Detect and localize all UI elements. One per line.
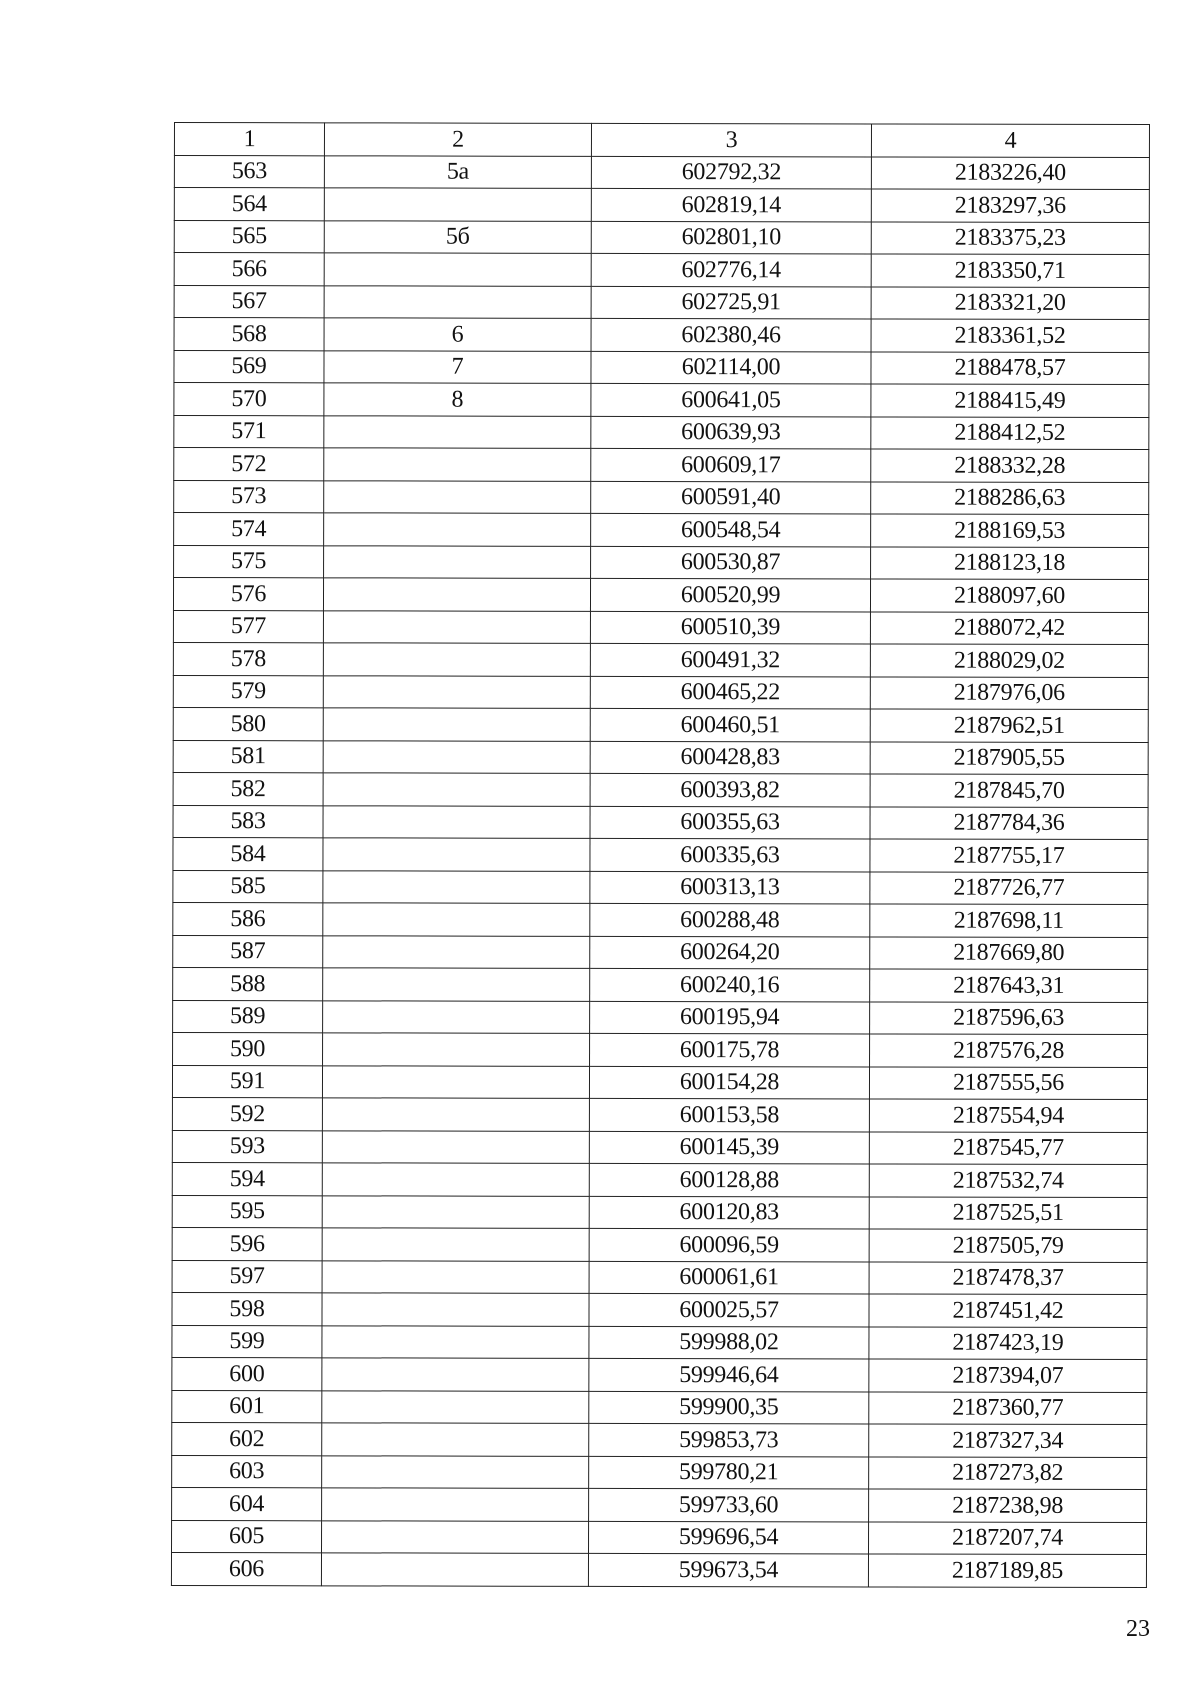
- table-row: [174, 318, 1149, 353]
- section-cell: [322, 1130, 589, 1163]
- section-cell: [323, 1033, 590, 1066]
- x-coordinate-cell: 600428,83: [590, 741, 870, 774]
- point-number-cell: 588: [173, 967, 323, 1000]
- y-coordinate-cell: 2183375,23: [871, 221, 1149, 254]
- table-row: [173, 837, 1148, 872]
- section-cell: [324, 253, 591, 286]
- point-number-cell: 573: [174, 480, 324, 513]
- x-coordinate-cell: 600096,59: [589, 1228, 869, 1261]
- section-cell: [324, 415, 591, 448]
- table-row: [173, 610, 1148, 645]
- y-coordinate-cell: 2188412,52: [871, 416, 1149, 449]
- section-cell: [322, 1098, 589, 1131]
- x-coordinate-cell: 600153,58: [589, 1098, 869, 1131]
- table-row: [173, 805, 1148, 840]
- header-row: [174, 123, 1149, 158]
- section-cell: [324, 188, 591, 221]
- table-row: [172, 1292, 1147, 1327]
- table-row: [174, 285, 1149, 320]
- point-number-cell: 601: [172, 1390, 322, 1423]
- y-coordinate-cell: 2187451,42: [869, 1294, 1147, 1327]
- y-coordinate-cell: 2188332,28: [871, 449, 1149, 482]
- x-coordinate-cell: 599988,02: [589, 1326, 869, 1359]
- point-number-cell: 567: [174, 285, 324, 318]
- x-coordinate-cell: 600548,54: [591, 513, 871, 546]
- y-coordinate-cell: 2187360,77: [869, 1391, 1147, 1424]
- point-number-cell: 596: [172, 1227, 322, 1260]
- y-coordinate-cell: 2188123,18: [871, 546, 1149, 579]
- section-cell: [323, 935, 590, 968]
- section-cell: [322, 1228, 589, 1261]
- section-cell: [323, 773, 590, 806]
- x-coordinate-cell: 600288,48: [590, 903, 870, 936]
- section-cell: [323, 740, 590, 773]
- section-cell: [323, 968, 590, 1001]
- x-coordinate-cell: 600145,39: [589, 1131, 869, 1164]
- x-coordinate-cell: 600120,83: [589, 1196, 869, 1229]
- y-coordinate-cell: 2187555,56: [869, 1066, 1147, 1099]
- x-coordinate-cell: 600393,82: [590, 773, 870, 806]
- x-coordinate-cell: 600175,78: [590, 1033, 870, 1066]
- table-row: [172, 1455, 1147, 1490]
- section-cell: 5а: [324, 155, 591, 188]
- section-cell: [324, 513, 591, 546]
- table-row: [173, 772, 1148, 807]
- point-number-cell: 606: [171, 1552, 321, 1585]
- point-number-cell: 572: [174, 448, 324, 481]
- point-number-cell: 593: [172, 1130, 322, 1163]
- section-cell: [322, 1423, 589, 1456]
- y-coordinate-cell: 2183297,36: [871, 189, 1149, 222]
- x-coordinate-cell: 600609,17: [591, 448, 871, 481]
- point-number-cell: 584: [173, 837, 323, 870]
- column-header-3: 3: [591, 123, 871, 156]
- section-cell: 6: [324, 318, 591, 351]
- point-number-cell: 604: [172, 1487, 322, 1520]
- point-number-cell: 599: [172, 1325, 322, 1358]
- table-row: [172, 1357, 1147, 1392]
- y-coordinate-cell: 2187845,70: [870, 774, 1148, 807]
- column-header-4: 4: [871, 124, 1149, 157]
- section-cell: [322, 1520, 589, 1553]
- y-coordinate-cell: 2187545,77: [869, 1131, 1147, 1164]
- table-row: [173, 902, 1148, 937]
- table-row: [173, 935, 1148, 970]
- table-row: [174, 188, 1149, 223]
- y-coordinate-cell: 2187273,82: [869, 1456, 1147, 1489]
- table-row: [174, 513, 1149, 548]
- table-row: [174, 480, 1149, 515]
- point-number-cell: 578: [173, 642, 323, 675]
- column-header-2: 2: [324, 123, 591, 156]
- table-row: [172, 1520, 1147, 1555]
- y-coordinate-cell: 2188169,53: [871, 514, 1149, 547]
- table-row: [172, 1195, 1147, 1230]
- section-cell: [324, 545, 591, 578]
- point-number-cell: 594: [172, 1162, 322, 1195]
- x-coordinate-cell: 599900,35: [589, 1391, 869, 1424]
- y-coordinate-cell: 2188029,02: [870, 644, 1148, 677]
- section-cell: [323, 805, 590, 838]
- point-number-cell: 571: [174, 415, 324, 448]
- x-coordinate-cell: 599673,54: [588, 1553, 868, 1586]
- table-row: [174, 415, 1149, 450]
- point-number-cell: 595: [172, 1195, 322, 1228]
- section-cell: [323, 578, 590, 611]
- x-coordinate-cell: 602801,10: [591, 221, 871, 254]
- y-coordinate-cell: 2187669,80: [870, 936, 1148, 969]
- y-coordinate-cell: 2183321,20: [871, 286, 1149, 319]
- section-cell: [323, 610, 590, 643]
- point-number-cell: 570: [174, 383, 324, 416]
- section-cell: [323, 675, 590, 708]
- table-row: [172, 1260, 1147, 1295]
- point-number-cell: 582: [173, 772, 323, 805]
- point-number-cell: 587: [173, 935, 323, 968]
- point-number-cell: 579: [173, 675, 323, 708]
- section-cell: [322, 1455, 589, 1488]
- point-number-cell: 581: [173, 740, 323, 773]
- y-coordinate-cell: 2187784,36: [870, 806, 1148, 839]
- x-coordinate-cell: 602792,32: [591, 156, 871, 189]
- section-cell: [322, 1195, 589, 1228]
- y-coordinate-cell: 2183226,40: [871, 156, 1149, 189]
- section-cell: [322, 1065, 589, 1098]
- x-coordinate-cell: 600639,93: [591, 416, 871, 449]
- x-coordinate-cell: 600061,61: [589, 1261, 869, 1294]
- y-coordinate-cell: 2188097,60: [870, 579, 1148, 612]
- y-coordinate-cell: 2183361,52: [871, 319, 1149, 352]
- y-coordinate-cell: 2187532,74: [869, 1164, 1147, 1197]
- y-coordinate-cell: 2187554,94: [869, 1099, 1147, 1132]
- point-number-cell: 597: [172, 1260, 322, 1293]
- table-row: [172, 1097, 1147, 1132]
- section-cell: 5б: [324, 220, 591, 253]
- y-coordinate-cell: 2187698,11: [870, 904, 1148, 937]
- x-coordinate-cell: 600264,20: [590, 936, 870, 969]
- y-coordinate-cell: 2188415,49: [871, 384, 1149, 417]
- point-number-cell: 568: [174, 318, 324, 351]
- point-number-cell: 574: [174, 513, 324, 546]
- x-coordinate-cell: 602114,00: [591, 351, 871, 384]
- x-coordinate-cell: 602819,14: [591, 188, 871, 221]
- x-coordinate-cell: 600313,13: [590, 871, 870, 904]
- x-coordinate-cell: 599733,60: [589, 1488, 869, 1521]
- table-row: [172, 1422, 1147, 1457]
- table-row: [173, 707, 1148, 742]
- y-coordinate-cell: 2187905,55: [870, 741, 1148, 774]
- x-coordinate-cell: 600510,39: [590, 611, 870, 644]
- point-number-cell: 603: [172, 1455, 322, 1488]
- point-number-cell: 589: [173, 1000, 323, 1033]
- table-row: [174, 253, 1149, 288]
- point-number-cell: 602: [172, 1422, 322, 1455]
- point-number-cell: 576: [173, 578, 323, 611]
- y-coordinate-cell: 2187207,74: [869, 1521, 1147, 1554]
- section-cell: [322, 1358, 589, 1391]
- y-coordinate-cell: 2188072,42: [870, 611, 1148, 644]
- table-row: [173, 740, 1148, 775]
- y-coordinate-cell: 2187505,79: [869, 1229, 1147, 1262]
- table-row: [173, 642, 1148, 677]
- point-number-cell: 586: [173, 902, 323, 935]
- x-coordinate-cell: 602380,46: [591, 318, 871, 351]
- section-cell: [323, 1000, 590, 1033]
- point-number-cell: 605: [172, 1520, 322, 1553]
- x-coordinate-cell: 600465,22: [590, 676, 870, 709]
- point-number-cell: 575: [174, 545, 324, 578]
- point-number-cell: 569: [174, 350, 324, 383]
- section-cell: [321, 1553, 588, 1586]
- section-cell: [324, 285, 591, 318]
- x-coordinate-cell: 600491,32: [590, 643, 870, 676]
- section-cell: [324, 480, 591, 513]
- section-cell: 7: [324, 350, 591, 383]
- y-coordinate-cell: 2187525,51: [869, 1196, 1147, 1229]
- point-number-cell: 580: [173, 707, 323, 740]
- table-row: [174, 383, 1149, 418]
- table-row: [172, 1390, 1147, 1425]
- point-number-cell: 565: [174, 220, 324, 253]
- x-coordinate-cell: 600641,05: [591, 383, 871, 416]
- x-coordinate-cell: 600025,57: [589, 1293, 869, 1326]
- y-coordinate-cell: 2187962,51: [870, 709, 1148, 742]
- x-coordinate-cell: 600195,94: [590, 1001, 870, 1034]
- section-cell: [324, 448, 591, 481]
- point-number-cell: 583: [173, 805, 323, 838]
- section-cell: [322, 1163, 589, 1196]
- section-cell: [323, 903, 590, 936]
- page-number: 23: [1126, 1616, 1150, 1642]
- y-coordinate-cell: 2188286,63: [871, 481, 1149, 514]
- x-coordinate-cell: 600335,63: [590, 838, 870, 871]
- table-row: [172, 1162, 1147, 1197]
- table-row: [174, 155, 1149, 190]
- x-coordinate-cell: 600154,28: [589, 1066, 869, 1099]
- table-row: [172, 1065, 1147, 1100]
- section-cell: [322, 1488, 589, 1521]
- table-row: [172, 1130, 1147, 1165]
- section-cell: [323, 643, 590, 676]
- point-number-cell: 566: [174, 253, 324, 286]
- section-cell: [323, 838, 590, 871]
- table-row: [173, 1032, 1148, 1067]
- x-coordinate-cell: 599853,73: [589, 1423, 869, 1456]
- section-cell: 8: [324, 383, 591, 416]
- y-coordinate-cell: 2187238,98: [869, 1489, 1147, 1522]
- point-number-cell: 590: [173, 1032, 323, 1065]
- x-coordinate-cell: 600355,63: [590, 806, 870, 839]
- point-number-cell: 591: [172, 1065, 322, 1098]
- y-coordinate-cell: 2187394,07: [869, 1359, 1147, 1392]
- table-row: [174, 545, 1149, 580]
- x-coordinate-cell: 599780,21: [589, 1456, 869, 1489]
- point-number-cell: 600: [172, 1357, 322, 1390]
- table-header: [174, 123, 1149, 158]
- y-coordinate-cell: 2188478,57: [871, 351, 1149, 384]
- table-row: [173, 578, 1148, 613]
- x-coordinate-cell: 602776,14: [591, 253, 871, 286]
- table-row: [173, 870, 1148, 905]
- table-row: [172, 1325, 1147, 1360]
- table-row: [172, 1487, 1147, 1522]
- y-coordinate-cell: 2183350,71: [871, 254, 1149, 287]
- point-number-cell: 585: [173, 870, 323, 903]
- coordinates-table: [171, 122, 1150, 1588]
- section-cell: [323, 870, 590, 903]
- table-row: [173, 675, 1148, 710]
- table-body: [171, 155, 1149, 1587]
- x-coordinate-cell: 600530,87: [591, 546, 871, 579]
- y-coordinate-cell: 2187576,28: [870, 1034, 1148, 1067]
- point-number-cell: 598: [172, 1292, 322, 1325]
- table-row: [174, 350, 1149, 385]
- point-number-cell: 592: [172, 1097, 322, 1130]
- y-coordinate-cell: 2187596,63: [870, 1001, 1148, 1034]
- x-coordinate-cell: 599696,54: [589, 1521, 869, 1554]
- table-row: [173, 1000, 1148, 1035]
- x-coordinate-cell: 600520,99: [590, 578, 870, 611]
- x-coordinate-cell: 600240,16: [590, 968, 870, 1001]
- point-number-cell: 577: [173, 610, 323, 643]
- point-number-cell: 563: [174, 155, 324, 188]
- table-row: [173, 967, 1148, 1002]
- table-row: [172, 1227, 1147, 1262]
- y-coordinate-cell: 2187643,31: [870, 969, 1148, 1002]
- point-number-cell: 564: [174, 188, 324, 221]
- x-coordinate-cell: 600460,51: [590, 708, 870, 741]
- y-coordinate-cell: 2187327,34: [869, 1424, 1147, 1457]
- y-coordinate-cell: 2187189,85: [868, 1554, 1146, 1587]
- section-cell: [323, 708, 590, 741]
- table-row: [171, 1552, 1146, 1587]
- section-cell: [322, 1293, 589, 1326]
- y-coordinate-cell: 2187423,19: [869, 1326, 1147, 1359]
- x-coordinate-cell: 599946,64: [589, 1358, 869, 1391]
- section-cell: [322, 1325, 589, 1358]
- table-row: [174, 220, 1149, 255]
- y-coordinate-cell: 2187478,37: [869, 1261, 1147, 1294]
- x-coordinate-cell: 602725,91: [591, 286, 871, 319]
- x-coordinate-cell: 600128,88: [589, 1163, 869, 1196]
- x-coordinate-cell: 600591,40: [591, 481, 871, 514]
- y-coordinate-cell: 2187726,77: [870, 871, 1148, 904]
- y-coordinate-cell: 2187976,06: [870, 676, 1148, 709]
- section-cell: [322, 1390, 589, 1423]
- section-cell: [322, 1260, 589, 1293]
- y-coordinate-cell: 2187755,17: [870, 839, 1148, 872]
- column-header-1: 1: [174, 123, 324, 156]
- table-row: [174, 448, 1149, 483]
